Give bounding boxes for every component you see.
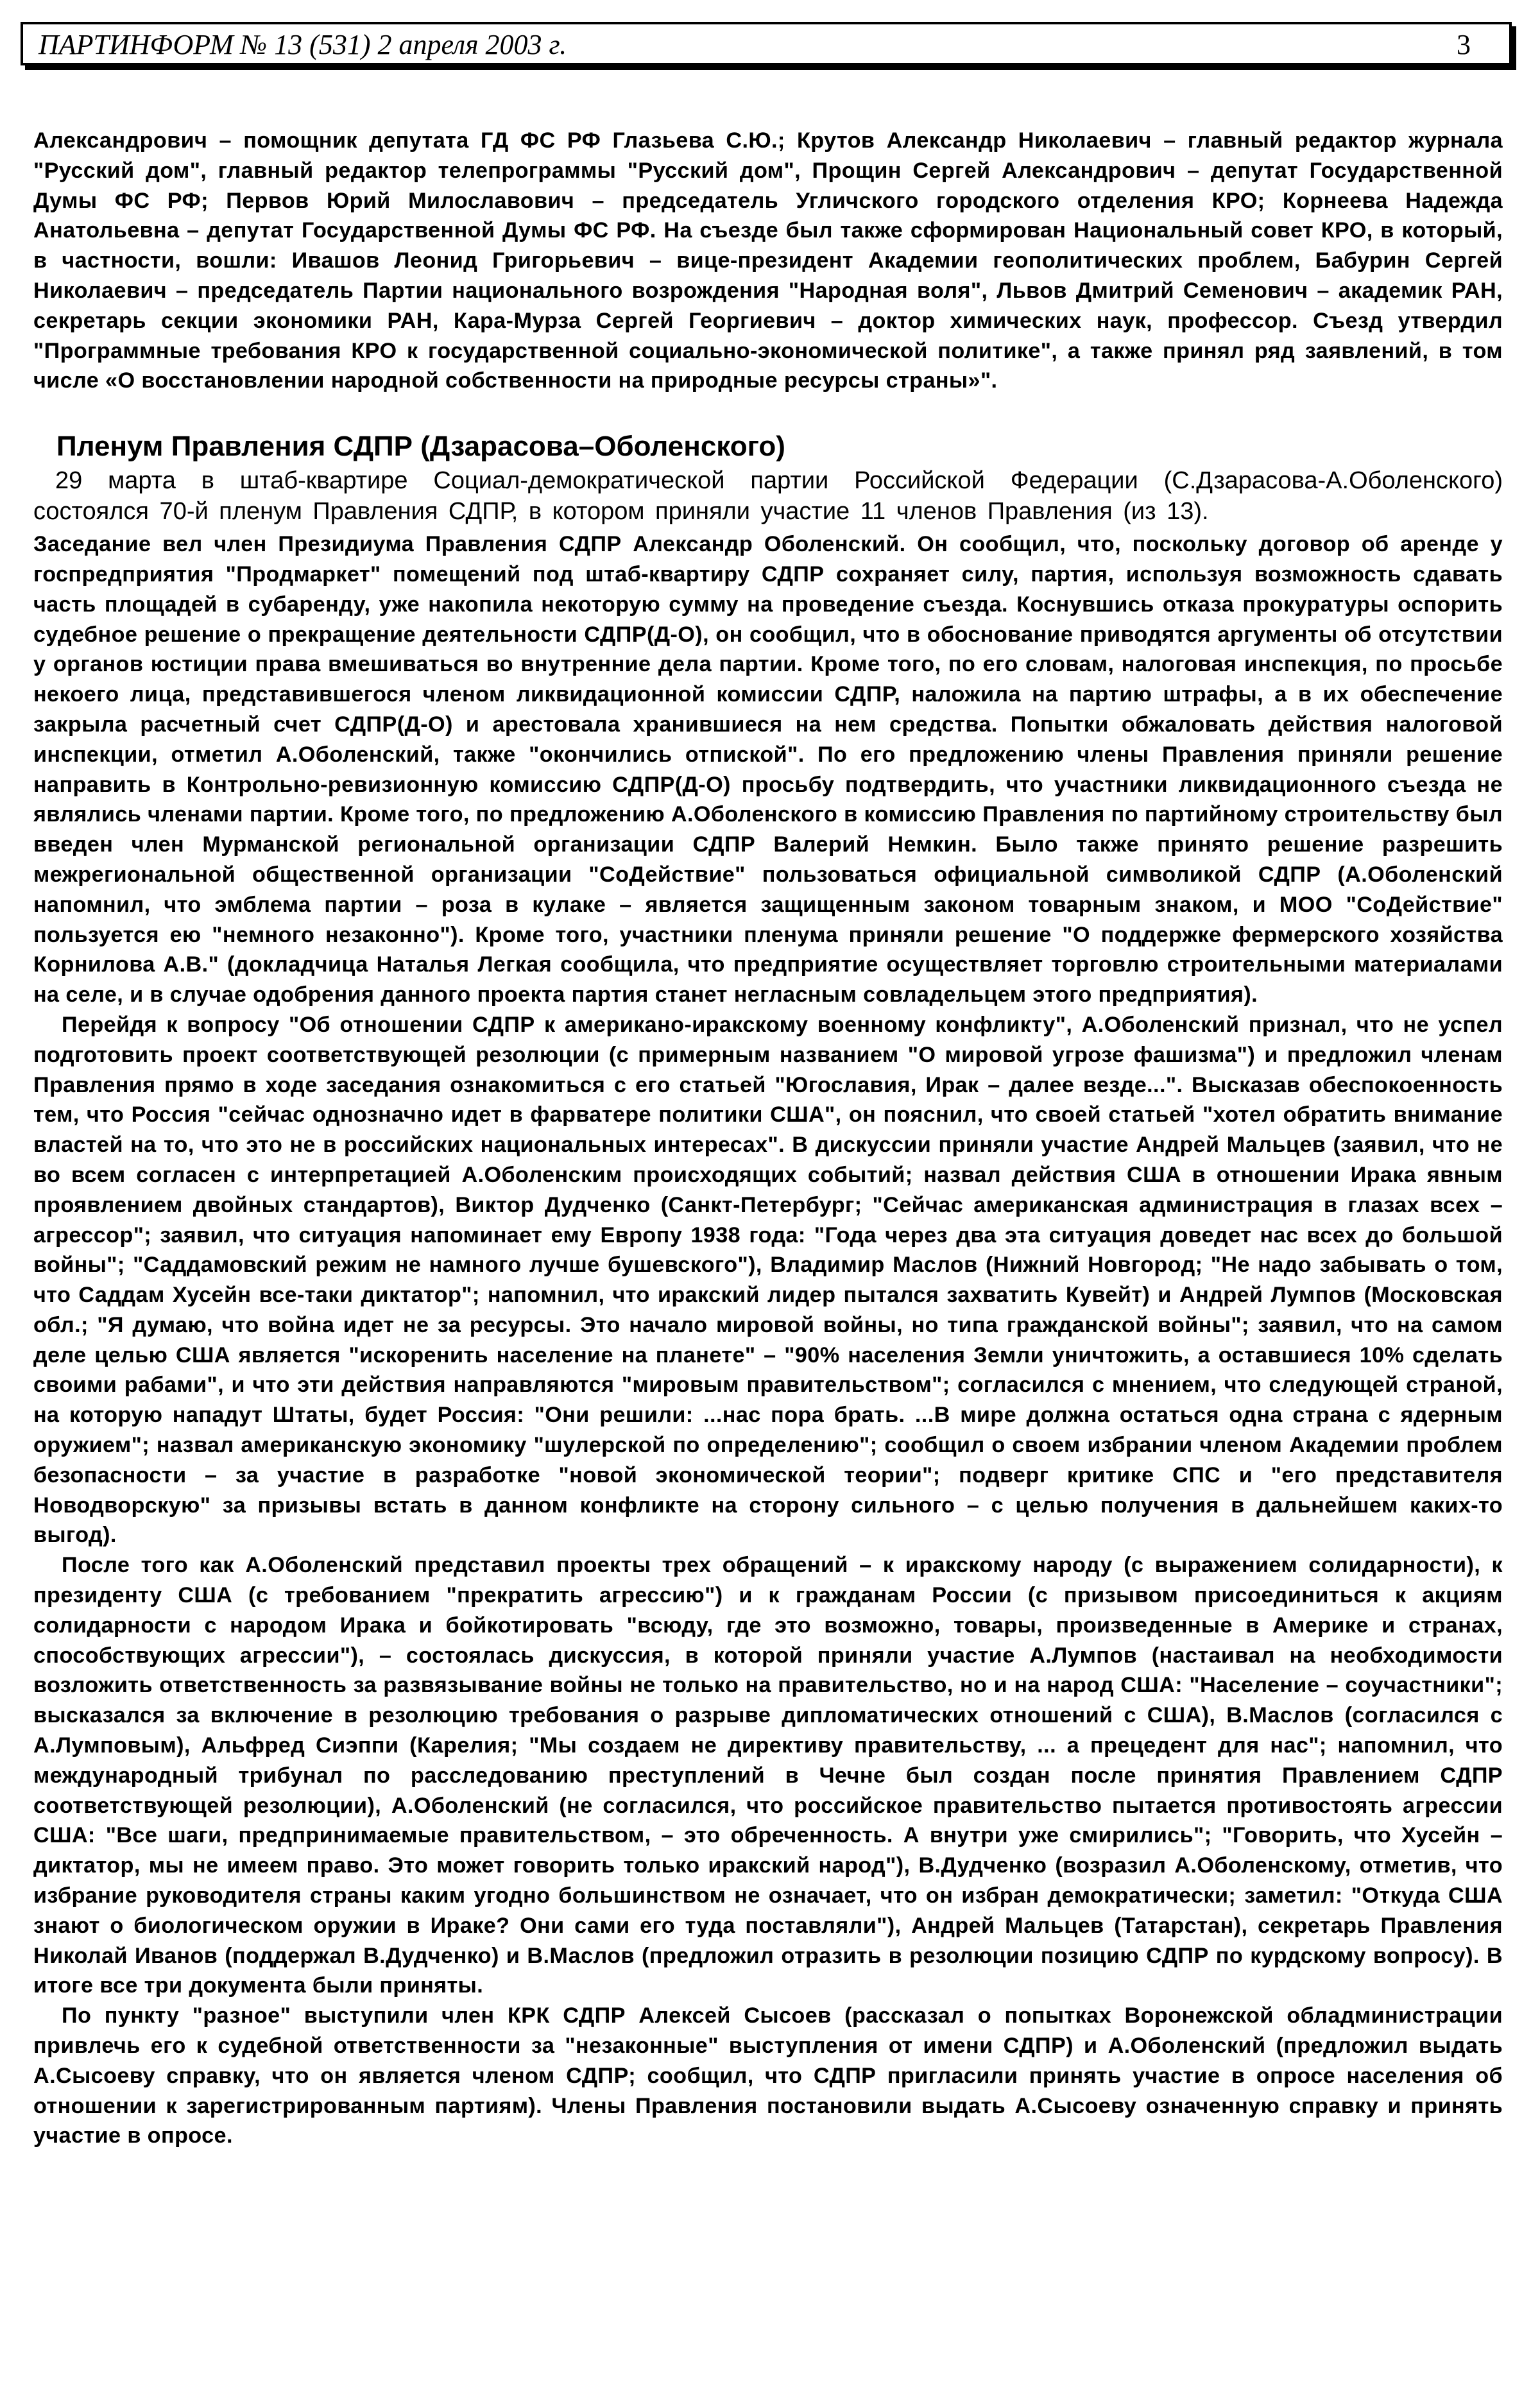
article-title: Пленум Правления СДПР (Дзарасова–Оболенского) bbox=[56, 431, 785, 463]
page-content bbox=[33, 126, 1503, 2151]
article-paragraph: После того как А.Оболенский представил проекты трех обращений – к иракскому народу (с выражением солидарности), к президенту США (с требованием "прекратить агрессию") и к гражданам России (с призывом присоединиться к акциям солидарности с народом Ирака и бойкотировать "всюду, где это возможно, товары, произведенные в Америке и странах, способствующих агрессии"), – состоялась дискуссия, в которой приняли участие А.Лумпов (настаивал на необходимости возложить ответственность за развязывание войны не только на правительство, но и на народ США: "Население – соучастники"; высказался за включение в резолюцию требования о разрыве дипломатических отношений с США), В.Маслов (согласился с А.Лумповым), Альфред Сиэппи (Карелия; "Мы создаем не директиву правительству, ... а прецедент для нас"; напомнил, что международный трибунал по расследованию преступлений в Чечне был создан после принятия Правлением СДПР соответствующей резолюции), А.Оболенский (не согласился, что российское правительство пытается противостоять агрессии США: "Все шаги, предпринимаемые правительством, – это обреченность. А внутри уже смирились"; "Говорить, что Хусейн – диктатор, мы не имеем право. Это может говорить только иракский народ"), В.Дудченко (возразил А.Оболенскому, отметив, что избрание руководителя страны каким угодно большинством не означает, что он избран демократически; заметил: "Откуда США знают о биологическом оружии в Ираке? Они сами его туда поставляли"), Андрей Мальцев (Татарстан), секретарь Правления Николай Иванов (поддержал В.Дудченко) и В.Маслов (предложил отразить в резолюции позицию СДПР по курдскому вопросу). В итоге все три документа были приняты. bbox=[33, 1553, 1503, 1998]
article-paragraph: Заседание вел член Президиума Правления СДПР Александр Оболенский. Он сообщил, что, поскольку договор об аренде у госпредприятия "Продмаркет" помещений под штаб-квартиру СДПР сохраняет силу, партия, используя возможность сдавать часть площадей в субаренду, уже накопила некоторую сумму на проведение съезда. Коснувшись отказа прокуратуры оспорить судебное решение о прекращение деятельности СДПР(Д-О), он сообщил, что в обоснование приводятся аргументы об отсутствии у органов юстиции права вмешиваться во внутренние дела партии. Кроме того, по его словам, налоговая инспекция, по просьбе некоего лица, представившегося членом ликвидационной комиссии СДПР, наложила на партию штрафы, а в их обеспечение закрыла расчетный счет СДПР(Д-О) и арестовала хранившиеся на нем средства. Попытки обжаловать действия налоговой инспекции, отметил А.Оболенский, также "окончились отпиской". По его предложению члены Правления приняли решение направить в Контрольно-ревизионную комиссию СДПР(Д-О) просьбу подтвердить, что участники ликвидационного съезда не являлись членами партии. Кроме того, по предложению А.Оболенского в комиссию Правления по партийному строительству был введен член Мурманской региональной организации СДПР Валерий Немкин. Было также принято решение разрешить межрегиональной общественной организации "СоДействие" пользоваться официальной символикой СДПР (А.Оболенский напомнил, что эмблема партии – роза в кулаке – является защищенным законом товарным знаком, и МОО "СоДействие" пользуется ею "немного незаконно"). Кроме того, участники пленума приняли решение "О поддержке фермерского хозяйства Корнилова А.В." (докладчица Наталья Легкая сообщила, что предприятие осуществляет торговлю строительными материалами на селе, и в случае одобрения данного проекта партия станет негласным совладельцем этого предприятия). bbox=[33, 532, 1503, 1007]
page-number: 3 bbox=[1457, 29, 1471, 60]
article-paragraph: По пункту "разное" выступили член КРК СДПР Алексей Сысоев (рассказал о попытках Воронежской обладминистрации привлечь его к судебной ответственности за "незаконные" выступления от имени СДПР) и А.Оболенский (предложил выдать А.Сысоеву справку, что он является членом СДПР; сообщил, что СДПР пригласили принять участие в опросе населения об отношении к зарегистрированным партиям). Члены Правления постановили выдать А.Сысоеву означенную справку и принять участие в опросе. bbox=[33, 2003, 1503, 2148]
page-header bbox=[21, 22, 1512, 65]
intro-paragraph: Александрович – помощник депутата ГД ФС РФ Глазьева С.Ю.; Крутов Александр Николаевич – главный редактор журнала "Русский дом", главный редактор телепрограммы "Русский дом", Прощин Сергей Александрович – депутат Государственной Думы ФС РФ; Первов Юрий Милославович – председатель Угличского городского отделения КРО; Корнеева Надежда Анатольевна – депутат Государственной Думы ФС РФ. На съезде был также сформирован Национальный совет КРО, в который, в частности, вошли: Ивашов Леонид Григорьевич – вице-президент Академии геополитических проблем, Бабурин Сергей Николаевич – председатель Партии национального возрождения "Народная воля", Львов Дмитрий Семенович – академик РАН, секретарь секции экономики РАН, Кара-Мурза Сергей Георгиевич – доктор химических наук, профессор. Съезд утвердил "Программные требования КРО к государственной социально-экономической политике", а также принял ряд заявлений, в том числе «О восстановлении народной собственности на природные ресурсы страны»". bbox=[33, 128, 1503, 393]
article-paragraph: Перейдя к вопросу "Об отношении СДПР к американо-иракскому военному конфликту", А.Оболенский признал, что не успел подготовить проект соответствующей резолюции (с примерным названием "О мировой угрозе фашизма") и предложил членам Правления прямо в ходе заседания ознакомиться с его статьей "Югославия, Ирак – далее везде...". Высказав обеспокоенность тем, что Россия "сейчас однозначно идет в фарватере политики США", он пояснил, что своей статьей "хотел обратить внимание властей на то, что это не в российских национальных интересах". В дискуссии приняли участие Андрей Мальцев (заявил, что не во всем согласен с интерпретацией А.Оболенским происходящих событий; назвал действия США в отношении Ирака явным проявлением двойных стандартов), Виктор Дудченко (Санкт-Петербург; "Сейчас американская администрация в глазах всех – агрессор"; заявил, что ситуация напоминает ему Европу 1938 года: "Года через два эта ситуация доведет нас всех до большой войны"; "Саддамовский режим не намного лучше бушевского"), Владимир Маслов (Нижний Новгород; "Не надо забывать о том, что Саддам Хусейн все-таки диктатор"; напомнил, что иракский лидер пытался захватить Кувейт) и Андрей Лумпов (Московская обл.; "Я думаю, что война идет не за ресурсы. Это начало мировой войны, но типа гражданской войны"; заявил, что на самом деле целью США является "искоренить население на планете" – "90% населения Земли уничтожить, а оставшиеся 10% сделать своими рабами", и что эти действия направляются "мировым правительством"; согласился с мнением, что следующей страной, на которую нападут Штаты, будет Россия: "Они решили: ...нас пора брать. ...В мире должна остаться одна страна с ядерным оружием"; назвал американскую экономику "шулерской по определению"; сообщил о своем избрании членом Академии проблем безопасности – за участие в разработке "новой экономической теории"; подверг критике СПС и "его представителя Новодворскую" за призывы встать в данном конфликте на сторону сильного – с целью получения в дальнейшем каких-то выгод). bbox=[33, 1012, 1503, 1548]
header-title: ПАРТИНФОРМ № 13 (531) 2 апреля 2003 г. bbox=[38, 29, 567, 60]
article-lead: 29 марта в штаб-квартире Социал-демократической партии Российской Федерации (С.Дзарасова-А.Оболенского) состоялся 70-й пленум Правления СДПР, в котором приняли участие 11 членов Правления (из 13). bbox=[33, 467, 1503, 526]
